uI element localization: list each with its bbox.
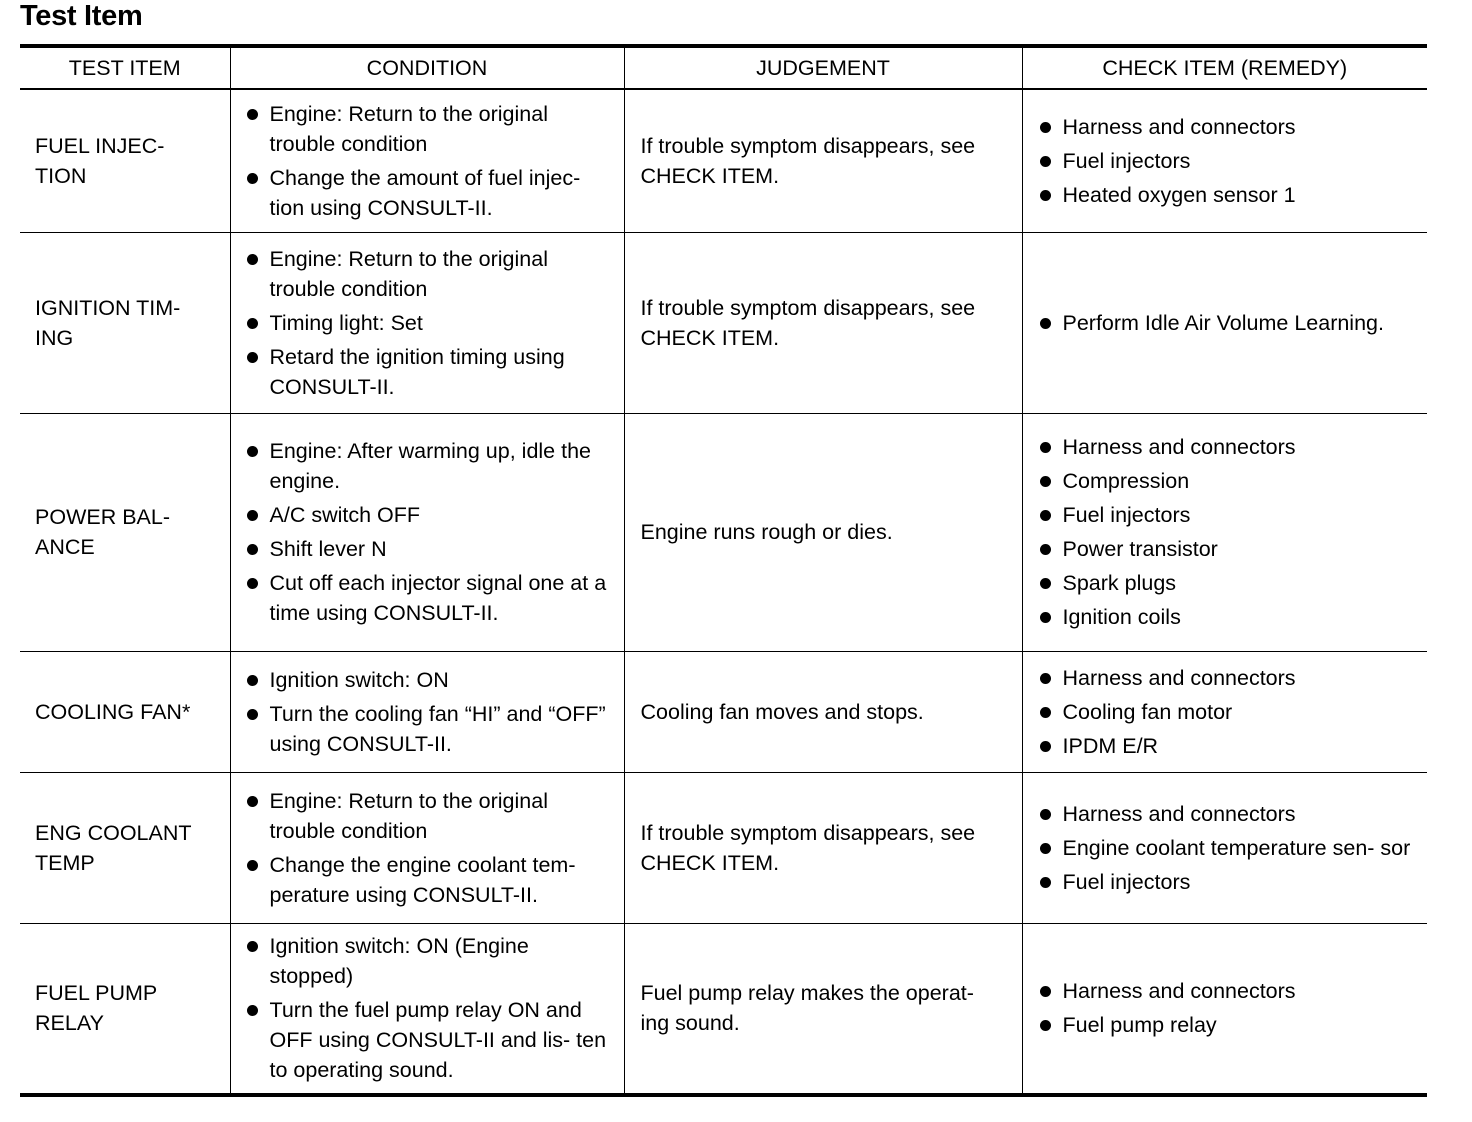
- check-item: Harness and connectors: [1039, 976, 1418, 1006]
- condition-item: Engine: Return to the original trouble condition: [246, 786, 614, 846]
- table-header-row: [20, 46, 1427, 89]
- judgement-cell: Fuel pump relay makes the operat- ing sound.: [624, 923, 1022, 1095]
- condition-item: Engine: Return to the original trouble condition: [246, 99, 614, 159]
- condition-item: Engine: Return to the original trouble condition: [246, 244, 614, 304]
- condition-item: Retard the ignition timing using CONSULT-II.: [246, 342, 614, 402]
- table-row: [20, 923, 1427, 1095]
- condition-item: Cut off each injector signal one at a time using CONSULT-II.: [246, 568, 614, 628]
- test-item-cell: ENG COOLANT TEMP: [20, 772, 230, 923]
- judgement-cell: If trouble symptom disappears, see CHECK ITEM.: [624, 772, 1022, 923]
- table-row: [20, 651, 1427, 772]
- test-item-cell: FUEL INJEC- TION: [20, 89, 230, 232]
- check-item: Compression: [1039, 466, 1418, 496]
- condition-cell: [230, 772, 624, 923]
- condition-item: Ignition switch: ON: [246, 665, 614, 695]
- check-item-cell: [1022, 772, 1427, 923]
- test-item-cell: POWER BAL- ANCE: [20, 413, 230, 651]
- check-item-cell: [1022, 232, 1427, 413]
- condition-cell: [230, 413, 624, 651]
- check-item-cell: [1022, 89, 1427, 232]
- table-row: [20, 413, 1427, 651]
- check-item: Perform Idle Air Volume Learning.: [1039, 308, 1418, 338]
- check-item: Harness and connectors: [1039, 432, 1418, 462]
- judgement-cell: If trouble symptom disappears, see CHECK ITEM.: [624, 89, 1022, 232]
- test-item-cell: FUEL PUMP RELAY: [20, 923, 230, 1095]
- page-title: Test Item: [20, 0, 143, 32]
- judgement-cell: If trouble symptom disappears, see CHECK ITEM.: [624, 232, 1022, 413]
- condition-item: Change the amount of fuel injec- tion using CONSULT-II.: [246, 163, 614, 223]
- check-item: Fuel injectors: [1039, 500, 1418, 530]
- condition-item: Engine: After warming up, idle the engine.: [246, 436, 614, 496]
- test-item-table: [20, 44, 1427, 1097]
- check-item-cell: [1022, 923, 1427, 1095]
- column-header-check-item: CHECK ITEM (REMEDY): [1022, 46, 1427, 89]
- table-row: [20, 232, 1427, 413]
- check-item-cell: [1022, 651, 1427, 772]
- table-row: [20, 772, 1427, 923]
- check-item: Cooling fan motor: [1039, 697, 1418, 727]
- judgement-cell: Cooling fan moves and stops.: [624, 651, 1022, 772]
- condition-item: Turn the fuel pump relay ON and OFF using CONSULT-II and lis- ten to operating sound.: [246, 995, 614, 1085]
- condition-item: Timing light: Set: [246, 308, 614, 338]
- column-header-test-item: TEST ITEM: [20, 46, 230, 89]
- check-item: Fuel injectors: [1039, 867, 1418, 897]
- check-item: Heated oxygen sensor 1: [1039, 180, 1418, 210]
- condition-cell: [230, 232, 624, 413]
- condition-item: Turn the cooling fan “HI” and “OFF” using CONSULT-II.: [246, 699, 614, 759]
- check-item: Fuel pump relay: [1039, 1010, 1418, 1040]
- test-item-cell: COOLING FAN*: [20, 651, 230, 772]
- check-item-cell: [1022, 413, 1427, 651]
- column-header-judgement: JUDGEMENT: [624, 46, 1022, 89]
- check-item: Harness and connectors: [1039, 112, 1418, 142]
- condition-cell: [230, 923, 624, 1095]
- condition-cell: [230, 651, 624, 772]
- judgement-cell: Engine runs rough or dies.: [624, 413, 1022, 651]
- check-item: Power transistor: [1039, 534, 1418, 564]
- test-item-cell: IGNITION TIM- ING: [20, 232, 230, 413]
- condition-item: Change the engine coolant tem- perature using CONSULT-II.: [246, 850, 614, 910]
- check-item: IPDM E/R: [1039, 731, 1418, 761]
- condition-item: Shift lever N: [246, 534, 614, 564]
- check-item: Harness and connectors: [1039, 799, 1418, 829]
- condition-cell: [230, 89, 624, 232]
- check-item: Fuel injectors: [1039, 146, 1418, 176]
- column-header-condition: CONDITION: [230, 46, 624, 89]
- check-item: Engine coolant temperature sen- sor: [1039, 833, 1418, 863]
- check-item: Ignition coils: [1039, 602, 1418, 632]
- check-item: Spark plugs: [1039, 568, 1418, 598]
- check-item: Harness and connectors: [1039, 663, 1418, 693]
- condition-item: A/C switch OFF: [246, 500, 614, 530]
- condition-item: Ignition switch: ON (Engine stopped): [246, 931, 614, 991]
- table-row: [20, 89, 1427, 232]
